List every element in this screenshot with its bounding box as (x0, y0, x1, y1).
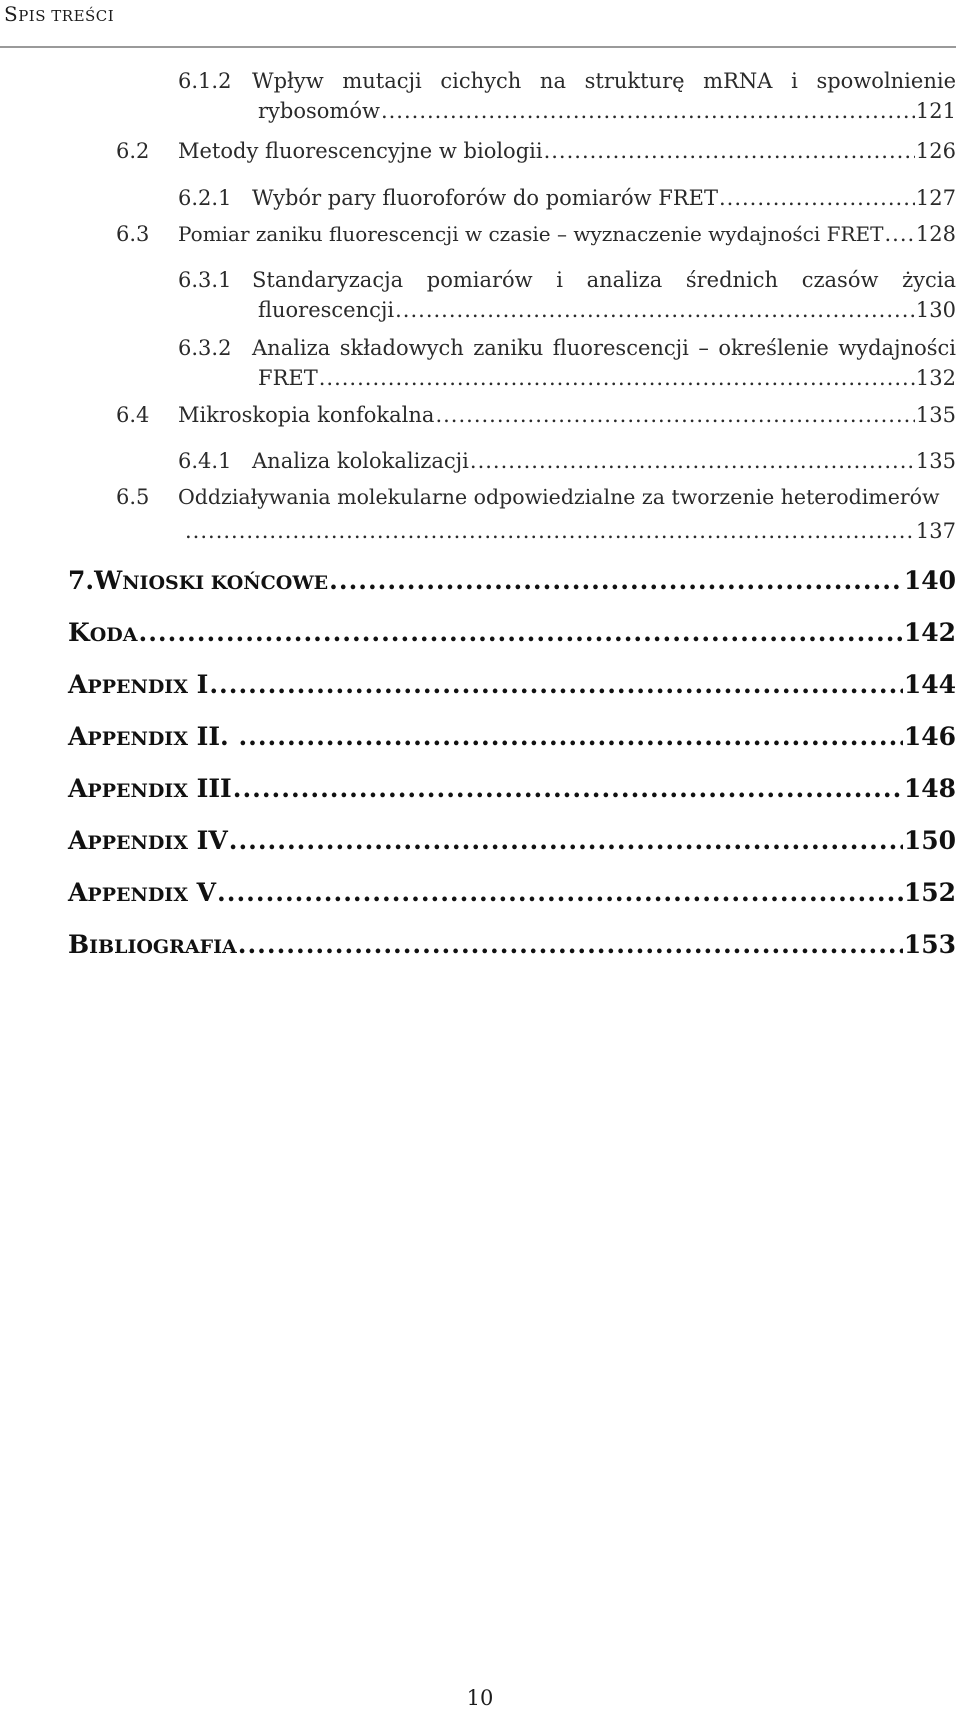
toc-chapter-initial: K (68, 618, 90, 647)
header-rest: PIS TREŚCI (18, 7, 115, 25)
toc-page-number: 135 (915, 449, 956, 473)
toc-entry-number: 6.4 (116, 403, 150, 427)
toc-page-number: 137 (915, 519, 956, 543)
toc-chapter-leader-line (68, 616, 956, 652)
toc-page-number: 128 (915, 222, 956, 246)
toc-entry-6-3-1[interactable] (178, 265, 956, 325)
running-header (4, 2, 114, 26)
dot-leader (209, 668, 902, 702)
toc-entry-6-1-2[interactable] (178, 66, 956, 126)
toc-chapter-title-rest: PPENDIX (87, 884, 188, 906)
dot-leader (544, 136, 915, 166)
toc-entry-number: 6.3.1 (178, 268, 232, 292)
toc-chapter-appendix-i[interactable] (68, 668, 956, 704)
dot-leader (233, 772, 903, 806)
toc-chapter-initial: A (68, 722, 88, 751)
toc-page-number: 144 (903, 670, 956, 699)
toc-chapter-title-rest: PPENDIX (87, 676, 188, 698)
toc-entry-6-4[interactable] (116, 400, 956, 430)
toc-entry-6-2-1[interactable] (178, 183, 956, 213)
toc-entry-6-5[interactable] (116, 482, 956, 542)
toc-chapter-leader-line (68, 928, 956, 964)
dot-leader (329, 564, 903, 598)
toc-chapter-appendix-v[interactable] (68, 876, 956, 912)
toc-chapter-initial: W (94, 566, 123, 595)
toc-page-number: 142 (903, 618, 956, 647)
toc-chapter-bibliografia[interactable] (68, 928, 956, 964)
toc-entry-6-3-2[interactable] (178, 333, 956, 393)
toc-chapter-initial: A (68, 826, 88, 855)
toc-chapter-suffix: IV (187, 826, 228, 855)
dot-leader (470, 446, 915, 476)
toc-entry-number: 6.5 (116, 485, 150, 509)
toc-entry-leader-line (258, 363, 956, 393)
toc-entry-number: 6.1.2 (178, 69, 232, 93)
toc-chapter-number: 7. (68, 566, 95, 595)
toc-chapter-leader-line (68, 824, 956, 860)
toc-entry-title-cont: fluorescencji (258, 298, 395, 322)
toc-chapter-appendix-iii[interactable] (68, 772, 956, 808)
toc-entry-title: Wpływ mutacji cichych na strukturę mRNA i spowolnienie (252, 69, 956, 93)
toc-page-number: 126 (915, 139, 956, 163)
toc-page-number: 130 (915, 298, 956, 322)
toc-entry-number: 6.4.1 (178, 449, 232, 473)
toc-entry-title-cont: FRET (258, 366, 318, 390)
toc-entry-number: 6.2 (116, 139, 150, 163)
dot-leader (238, 720, 902, 754)
toc-entry-number: 6.3 (116, 222, 150, 246)
toc-page-number: 121 (915, 99, 956, 123)
header-rule (0, 46, 956, 48)
dot-leader (139, 616, 903, 650)
dot-leader (395, 295, 915, 325)
dot-leader (229, 824, 903, 858)
toc-page-number: 140 (903, 566, 956, 595)
dot-leader (381, 96, 915, 126)
header-initial: S (4, 2, 19, 26)
toc-entry-leader-line (178, 400, 956, 430)
toc-page-number: 135 (915, 403, 956, 427)
toc-chapter-suffix: I (187, 670, 209, 699)
toc-chapter-appendix-ii[interactable] (68, 720, 956, 756)
toc-chapter-suffix: V (187, 878, 217, 907)
toc-entry-number: 6.3.2 (178, 336, 232, 360)
toc-chapter-leader-line (68, 772, 956, 808)
toc-entry-title: Pomiar zaniku fluorescencji w czasie – wyznaczenie wydajności FRET (178, 222, 884, 246)
toc-chapter-initial: B (68, 930, 90, 959)
toc-entry-title: Analiza składowych zaniku fluorescencji – określenie wydajności (252, 336, 956, 360)
toc-chapter-title-rest: NIOSKI KOŃCOWE (122, 572, 329, 594)
dot-leader (238, 928, 903, 962)
toc-entry-title: Standaryzacja pomiarów i analiza średnich czasów życia (252, 268, 956, 292)
toc-page-number: 150 (903, 826, 956, 855)
dot-leader (217, 876, 903, 910)
dot-leader (719, 183, 915, 213)
toc-page-number: 153 (903, 930, 956, 959)
dot-leader (435, 400, 914, 430)
toc-chapter-title-rest: IBLIOGRAFIA (89, 936, 237, 958)
toc-chapter-title-rest: PPENDIX (87, 728, 188, 750)
toc-chapter-title-rest: PPENDIX (87, 832, 188, 854)
toc-entry-6-3[interactable] (116, 219, 956, 249)
toc-chapter-title-rest: PPENDIX (87, 780, 188, 802)
page-number: 10 (466, 1686, 494, 1710)
toc-chapter-appendix-iv[interactable] (68, 824, 956, 860)
toc-chapter-leader-line (68, 876, 956, 912)
toc-chapter-initial: A (68, 774, 88, 803)
toc-entry-title: Metody fluorescencyjne w biologii (178, 139, 543, 163)
toc-page-number: 127 (915, 186, 956, 210)
toc-entry-leader-line (252, 183, 956, 213)
dot-leader (185, 516, 915, 546)
toc-entry-leader-line (184, 516, 956, 546)
toc-entry-6-2[interactable] (116, 136, 956, 166)
toc-page-number: 146 (903, 722, 956, 751)
toc-chapter-7[interactable] (68, 564, 956, 600)
toc-chapter-koda[interactable] (68, 616, 956, 652)
toc-chapter-initial: A (68, 878, 88, 907)
toc-entry-leader-line (258, 96, 956, 126)
toc-entry-leader-line (178, 219, 956, 249)
toc-chapter-leader-line (68, 564, 956, 600)
dot-leader (885, 219, 915, 249)
toc-page-number: 148 (903, 774, 956, 803)
dot-leader (319, 363, 915, 393)
toc-page-number: 152 (903, 878, 956, 907)
toc-entry-title: Wybór pary fluoroforów do pomiarów FRET (252, 186, 718, 210)
toc-entry-leader-line (252, 446, 956, 476)
toc-entry-leader-line (258, 295, 956, 325)
toc-entry-6-4-1[interactable] (178, 446, 956, 476)
toc-entry-title-cont: rybosomów (258, 99, 380, 123)
toc-chapter-leader-line (68, 720, 956, 756)
toc-entry-leader-line (178, 136, 956, 166)
toc-entry-title: Analiza kolokalizacji (252, 449, 469, 473)
toc-page-number: 132 (915, 366, 956, 390)
toc-chapter-initial: A (68, 670, 88, 699)
toc-entry-title: Oddziaływania molekularne odpowiedzialne za tworzenie heterodimerów (178, 485, 940, 509)
toc-chapter-suffix: III (187, 774, 232, 803)
toc-chapter-title-rest: ODA (89, 624, 138, 646)
toc-entry-title: Mikroskopia konfokalna (178, 403, 435, 427)
toc-entry-number: 6.2.1 (178, 186, 232, 210)
toc-chapter-suffix: II. (187, 722, 238, 751)
toc-chapter-leader-line (68, 668, 956, 704)
